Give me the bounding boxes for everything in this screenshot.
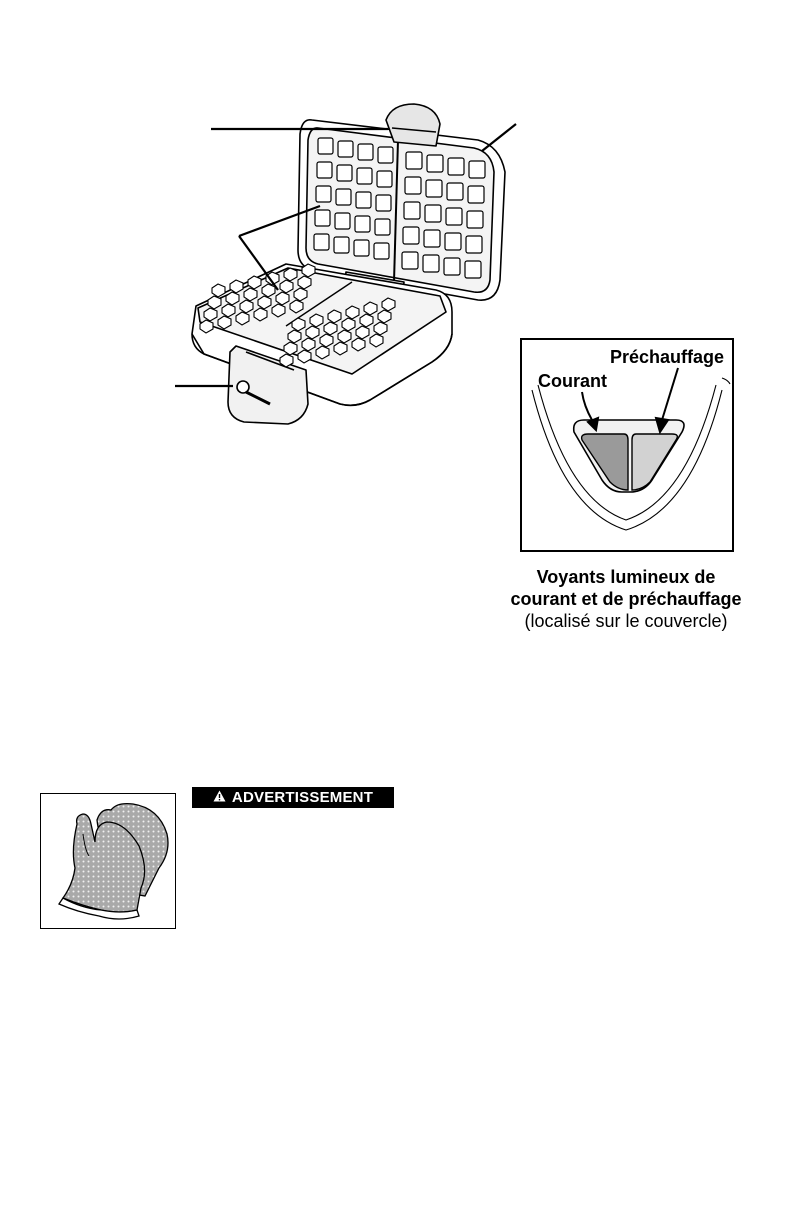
waffle-cell	[447, 183, 463, 200]
oven-mitts-box	[40, 793, 176, 929]
waffle-cell	[403, 227, 419, 244]
waffle-cell	[423, 255, 439, 272]
caption-line-2: courant et de préchauffage	[510, 589, 742, 609]
waffle-cell	[355, 216, 370, 232]
preheat-label: Préchauffage	[609, 347, 724, 367]
waffle-cell	[317, 162, 332, 178]
waffle-cell	[356, 192, 371, 208]
waffle-cell	[425, 205, 441, 222]
power-label: Courant	[538, 371, 607, 391]
waffle-cell	[426, 180, 442, 197]
warning-label: ADVERTISSEMENT	[231, 789, 374, 806]
waffle-cell	[448, 158, 464, 175]
waffle-cell	[377, 171, 392, 187]
preheat-light	[632, 434, 677, 490]
waffle-cell	[446, 208, 462, 225]
waffle-cell	[402, 252, 418, 269]
waffle-cell	[315, 210, 330, 226]
waffle-cell	[376, 195, 391, 211]
waffle-cell	[334, 237, 349, 253]
waffle-cell	[405, 177, 421, 194]
warning-triangle-icon	[213, 789, 226, 806]
waffle-cell	[336, 189, 351, 205]
waffle-cell	[374, 243, 389, 259]
caption-line-1: Voyants lumineux de	[536, 567, 716, 587]
waffle-cell	[378, 147, 393, 163]
waffle-cell	[427, 155, 443, 172]
waffle-cell	[338, 141, 353, 157]
waffle-cell	[466, 236, 482, 253]
waffle-cell	[424, 230, 440, 247]
waffle-cell	[467, 211, 483, 228]
oven-mitts-icon	[41, 794, 175, 928]
waffle-cell	[335, 213, 350, 229]
waffle-cell	[337, 165, 352, 181]
waffle-cell	[318, 138, 333, 154]
waffle-cell	[357, 168, 372, 184]
waffle-cell	[354, 240, 369, 256]
waffle-cell	[375, 219, 390, 235]
caption-line-3: (localisé sur le couvercle)	[524, 611, 728, 631]
waffle-cell	[469, 161, 485, 178]
waffle-cell	[358, 144, 373, 160]
waffle-cell	[444, 258, 460, 275]
waffle-cell	[406, 152, 422, 169]
warning-badge	[192, 787, 394, 808]
waffle-cell	[445, 233, 461, 250]
waffle-cell	[316, 186, 331, 202]
indicator-caption	[470, 566, 782, 632]
waffle-cell	[468, 186, 484, 203]
waffle-cell	[465, 261, 481, 278]
indicator-lights-panel	[520, 338, 734, 552]
waffle-cell	[404, 202, 420, 219]
waffle-cell	[314, 234, 329, 250]
